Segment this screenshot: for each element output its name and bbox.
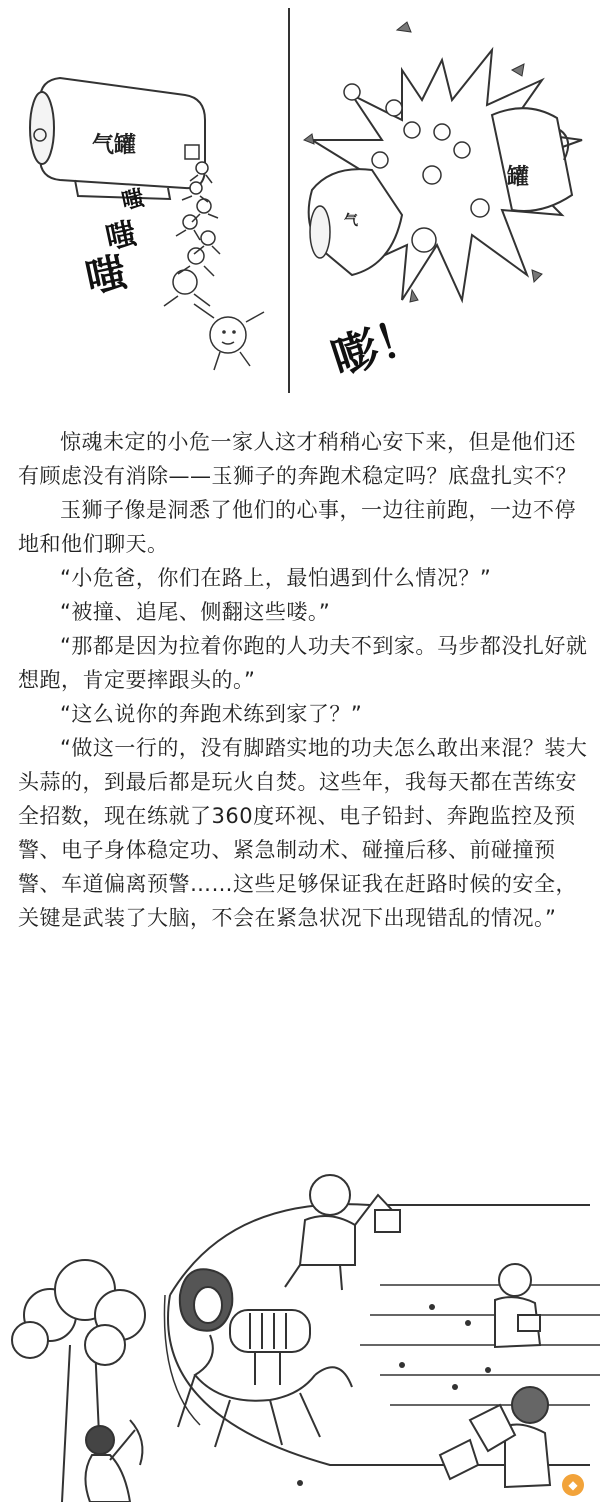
story-paragraph: 玉狮子像是洞悉了他们的心事，一边往前跑，一边不停地和他们聊天。 (18, 498, 576, 556)
panel-divider (288, 8, 290, 393)
hiss-sound-effect-1: 嗤 (119, 185, 147, 216)
comic-panel-explosion (292, 0, 600, 400)
hiss-sound-effect-2: 嗤 (102, 216, 140, 257)
story-paragraph: “小危爸，你们在路上，最怕遇到什么情况？” (60, 566, 492, 590)
story-paragraph: “做这一行的，没有脚踏实地的功夫怎么敢出来混？装大头蒜的，到最后都是玩火自焚。这些年，我每天都在苦练安全招数，现在练就了360度环视、电子铅封、奔跑监控及预警、电子身体稳定功、紧急制动术、碰撞后移、前碰撞预警、车道偏离预警……这些足够保证我在赶路时候的安全，关键是武装了大脑，不会在紧急状况下出现错乱的情况。” (18, 736, 588, 930)
bottom-comic-illustration (0, 1165, 600, 1502)
bang-sound-effect: 嘭！ (324, 305, 430, 386)
comic-panel-gas-leak (0, 0, 288, 400)
top-comic-illustration (0, 0, 600, 410)
lion-carriage-drawing (0, 1165, 600, 1502)
story-paragraph: “这么说你的奔跑术练到家了？” (60, 702, 363, 726)
story-paragraph: “被撞、追尾、侧翻这些喽。” (60, 600, 331, 624)
corner-logo-icon: ◆ (562, 1474, 584, 1496)
tank-fragment-label-1: 罐 (507, 165, 530, 190)
story-paragraph: “那都是因为拉着你跑的人功夫不到家。马步都没扎好就想跑，肯定要摔跟头的。” (18, 634, 588, 692)
story-text (18, 425, 593, 935)
story-paragraph: 惊魂未定的小危一家人这才稍稍心安下来，但是他们还有顾虑没有消除——玉狮子的奔跑术稳定吗？底盘扎实不？ (18, 430, 577, 488)
hiss-sound-effect-3: 嗤 (81, 249, 131, 303)
tank-fragment-label-2: 气 (344, 213, 358, 229)
gas-tank-label: 气罐 (92, 133, 137, 158)
